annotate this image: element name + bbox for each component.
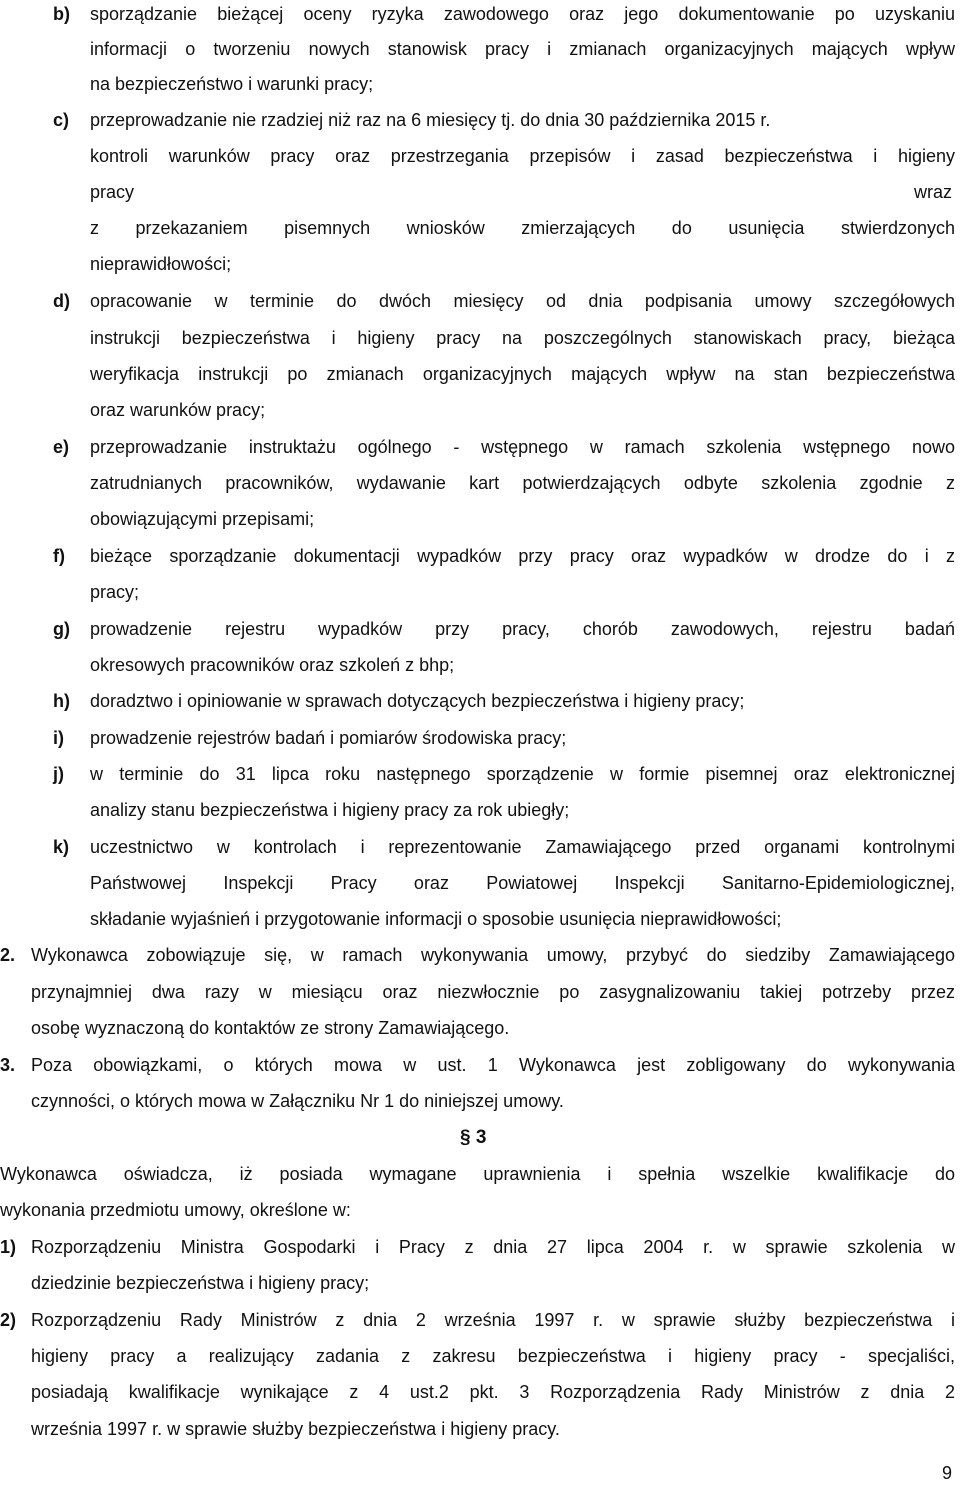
item-text-line: przeprowadzanie nie rzadziej niż raz na 6 miesięcy tj. do dnia 30 października 2015 r.: [90, 110, 771, 130]
item-text-line: nieprawidłowości;: [90, 254, 232, 274]
point-text-line: Wykonawca zobowiązuje się, w ramach wykonywania umowy, przybyć do siedziby Zamawiającego: [31, 945, 955, 965]
item-text-line: na bezpieczeństwo i warunki pracy;: [90, 74, 374, 94]
item-text-line: sporządzanie bieżącej oceny ryzyka zawodowego oraz jego dokumentowanie po uzyskaniu: [90, 4, 955, 24]
item-text-line: kontroli warunków pracy oraz przestrzegania przepisów i zasad bezpieczeństwa i higieny: [90, 146, 955, 166]
item-label: f): [53, 546, 65, 566]
item-label: k): [53, 837, 70, 857]
reg-text-line: września 1997 r. w sprawie służby bezpieczeństwa i higieny pracy.: [31, 1419, 560, 1439]
item-text-line: weryfikacja instrukcji po zmianach organizacyjnych mających wpływ na stan bezpieczeństwa: [90, 364, 955, 384]
point-text-line: przynajmniej dwa razy w miesiącu oraz niezwłocznie po zasygnalizowaniu takiej potrzeby przez: [31, 982, 955, 1002]
item-text-line: okresowych pracowników oraz szkoleń z bhp;: [90, 655, 455, 675]
item-text-line: doradztwo i opiniowanie w sprawach dotyczących bezpieczeństwa i higieny pracy;: [90, 691, 745, 711]
item-text-line: Państwowej Inspekcji Pracy oraz Powiatowej Inspekcji Sanitarno-Epidemiologicznej,: [90, 873, 955, 893]
item-label: c): [53, 110, 70, 130]
item-label: h): [53, 691, 70, 711]
item-text-line: z przekazaniem pisemnych wniosków zmierzających do usunięcia stwierdzonych: [90, 218, 955, 238]
item-text-line: opracowanie w terminie do dwóch miesięcy od dnia podpisania umowy szczegółowych: [90, 291, 955, 311]
reg-text-line: higieny pracy a realizujący zadania z zakresu bezpieczeństwa i higieny pracy - specjaliści,: [31, 1346, 955, 1366]
reg-label: 2): [0, 1310, 17, 1330]
item-text-line: prowadzenie rejestru wypadków przy pracy, chorób zawodowych, rejestru badań: [90, 619, 955, 639]
item-label: d): [53, 291, 70, 311]
item-text-line: w terminie do 31 lipca roku następnego sporządzenie w formie pisemnej oraz elektronicznej: [90, 764, 955, 784]
item-text-line: przeprowadzanie instruktażu ogólnego - wstępnego w ramach szkolenia wstępnego nowo: [90, 437, 955, 457]
item-label: i): [53, 728, 64, 748]
item-label: b): [53, 4, 70, 24]
item-text-line: analizy stanu bezpieczeństwa i higieny pracy za rok ubiegły;: [90, 800, 570, 820]
item-label: j): [53, 764, 64, 784]
reg-text-line: posiadają kwalifikacje wynikające z 4 ust.2 pkt. 3 Rozporządzenia Rady Ministrów z dnia 2: [31, 1382, 955, 1402]
item-text-line: bieżące sporządzanie dokumentacji wypadków przy pracy oraz wypadków w drodze do i z: [90, 546, 955, 566]
item-text-line: uczestnictwo w kontrolach i reprezentowanie Zamawiającego przed organami kontrolnymi: [90, 837, 955, 857]
item-text-line: pracy: [90, 182, 135, 202]
point-label: 2.: [0, 945, 16, 965]
reg-text-line: Rozporządzeniu Rady Ministrów z dnia 2 września 1997 r. w sprawie służby bezpieczeństwa i: [31, 1310, 955, 1330]
item-text-line: informacji o tworzeniu nowych stanowisk pracy i zmianach organizacyjnych mających wpływ: [90, 39, 955, 59]
item-text-line: instrukcji bezpieczeństwa i higieny pracy na poszczególnych stanowiskach pracy, bieżąca: [90, 328, 955, 348]
item-text-line: składanie wyjaśnień i przygotowanie informacji o sposobie usunięcia nieprawidłowości;: [90, 909, 782, 929]
point-label: 3.: [0, 1055, 16, 1075]
section-heading: § 3: [460, 1127, 487, 1148]
item-text-line: oraz warunków pracy;: [90, 400, 266, 420]
page-number: 9: [942, 1463, 953, 1483]
intro-text-line: wykonania przedmiotu umowy, określone w:: [0, 1200, 351, 1220]
item-text-line: pracy;: [90, 582, 140, 602]
reg-text-line: dziedzinie bezpieczeństwa i higieny pracy;: [31, 1273, 370, 1293]
item-text-line: prowadzenie rejestrów badań i pomiarów środowiska pracy;: [90, 728, 567, 748]
item-text-line: zatrudnianych pracowników, wydawanie kart potwierdzających odbyte szkolenia zgodnie z: [90, 473, 955, 493]
item-text-line: obowiązującymi przepisami;: [90, 509, 315, 529]
point-text-line: osobę wyznaczoną do kontaktów ze strony Zamawiającego.: [31, 1018, 510, 1038]
reg-text-line: Rozporządzeniu Ministra Gospodarki i Pracy z dnia 27 lipca 2004 r. w sprawie szkolenia w: [31, 1237, 955, 1257]
item-label: g): [53, 619, 70, 639]
point-text-line: Poza obowiązkami, o których mowa w ust. 1 Wykonawca jest zobligowany do wykonywania: [31, 1055, 955, 1075]
item-text-line: wraz: [914, 182, 953, 202]
reg-label: 1): [0, 1237, 17, 1257]
item-label: e): [53, 437, 70, 457]
intro-text-line: Wykonawca oświadcza, iż posiada wymagane uprawnienia i spełnia wszelkie kwalifikacje do: [0, 1164, 955, 1184]
point-text-line: czynności, o których mowa w Załączniku Nr 1 do niniejszej umowy.: [31, 1091, 564, 1111]
